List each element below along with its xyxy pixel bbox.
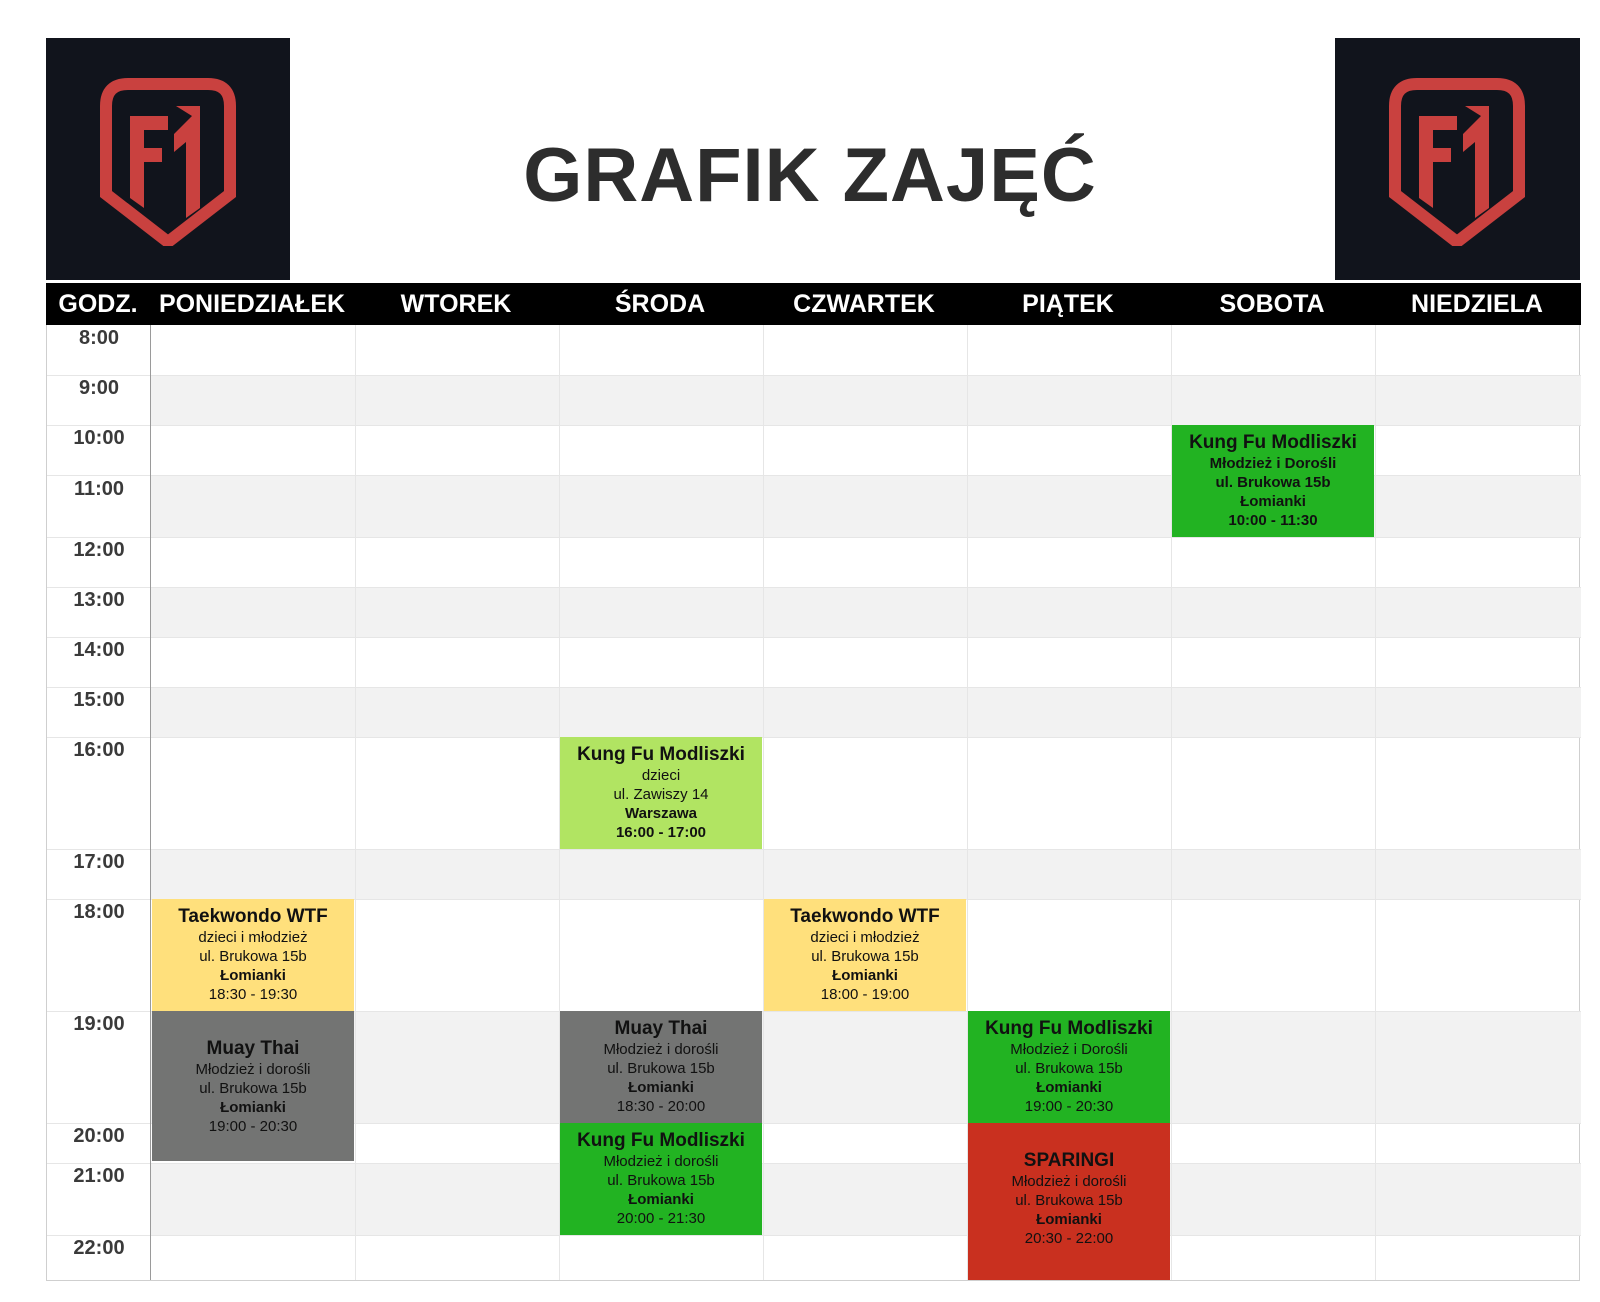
time-label: 21:00 — [73, 1165, 125, 1187]
class-group: Młodzież i dorośli — [195, 1061, 311, 1078]
class-title: Kung Fu Modliszki — [1189, 432, 1357, 453]
time-label: 17:00 — [73, 851, 125, 873]
class-city: Łomianki — [628, 1079, 694, 1096]
class-title: Taekwondo WTF — [178, 906, 328, 927]
time-label: 19:00 — [73, 1013, 125, 1035]
row-divider — [47, 849, 1581, 850]
class-title: Muay Thai — [206, 1038, 300, 1059]
class-city: Warszawa — [625, 805, 697, 822]
time-label: 22:00 — [73, 1237, 125, 1259]
header-day-monday: PONIEDZIAŁEK — [158, 290, 346, 318]
time-label: 15:00 — [73, 689, 125, 711]
class-time: 18:00 - 19:00 — [820, 986, 910, 1003]
time-label: 8:00 — [78, 327, 120, 349]
class-group: Młodzież i dorośli — [603, 1153, 719, 1170]
class-group: dzieci i młodzież — [810, 929, 920, 946]
class-block[interactable] — [968, 1011, 1170, 1123]
class-city: Łomianki — [628, 1191, 694, 1208]
class-block[interactable] — [560, 1011, 762, 1123]
column-divider — [763, 325, 764, 1280]
class-time: 20:00 - 21:30 — [616, 1210, 706, 1227]
time-label: 11:00 — [73, 478, 125, 500]
class-address: ul. Brukowa 15b — [1015, 1060, 1123, 1077]
class-block[interactable] — [560, 737, 762, 849]
class-group: Młodzież i Dorośli — [1010, 1041, 1128, 1058]
page-title: GRAFIK ZAJĘĆ — [523, 133, 1097, 218]
class-address: ul. Zawiszy 14 — [613, 786, 709, 803]
schedule-grid — [46, 325, 1580, 1281]
shield-logo-icon — [96, 76, 240, 246]
time-label: 10:00 — [73, 427, 125, 449]
row-divider — [47, 687, 1581, 688]
class-time: 10:00 - 11:30 — [1228, 512, 1318, 529]
class-title: Taekwondo WTF — [790, 906, 940, 927]
header-day-sunday: NIEDZIELA — [1411, 290, 1543, 318]
shield-logo-icon — [1385, 76, 1529, 246]
logo-left — [46, 38, 290, 280]
class-time: 20:30 - 22:00 — [1024, 1230, 1114, 1247]
row-divider — [47, 1235, 1581, 1236]
row-divider — [47, 537, 1581, 538]
row-band — [151, 687, 1581, 737]
class-city: Łomianki — [220, 1099, 286, 1116]
class-block[interactable] — [764, 899, 966, 1011]
class-time: 18:30 - 20:00 — [616, 1098, 706, 1115]
row-band — [151, 587, 1581, 637]
class-block[interactable] — [1172, 425, 1374, 537]
row-divider — [47, 737, 1581, 738]
logo-right — [1335, 38, 1580, 280]
column-divider — [355, 325, 356, 1280]
row-band — [151, 1163, 1581, 1235]
class-group: dzieci — [641, 767, 681, 784]
header-day-tuesday: WTOREK — [400, 290, 512, 318]
time-label: 9:00 — [78, 377, 120, 399]
row-divider — [47, 637, 1581, 638]
class-title: Kung Fu Modliszki — [577, 744, 745, 765]
time-label: 12:00 — [73, 539, 125, 561]
class-group: dzieci i młodzież — [198, 929, 308, 946]
class-address: ul. Brukowa 15b — [607, 1172, 715, 1189]
class-group: Młodzież i dorośli — [603, 1041, 719, 1058]
row-divider — [47, 375, 1581, 376]
class-address: ul. Brukowa 15b — [811, 948, 919, 965]
header-day-friday: PIĄTEK — [1022, 290, 1114, 318]
class-city: Łomianki — [1036, 1079, 1102, 1096]
class-address: ul. Brukowa 15b — [199, 948, 307, 965]
time-label: 20:00 — [73, 1125, 125, 1147]
class-group: Młodzież i dorośli — [1011, 1173, 1127, 1190]
class-title: SPARINGI — [1023, 1150, 1115, 1171]
class-time: 19:00 - 20:30 — [1024, 1098, 1114, 1115]
class-block[interactable] — [560, 1123, 762, 1235]
class-city: Łomianki — [1036, 1211, 1102, 1228]
schedule-header — [46, 283, 1581, 325]
header-time: GODZ. — [58, 290, 138, 318]
class-address: ul. Brukowa 15b — [1015, 1192, 1123, 1209]
class-address: ul. Brukowa 15b — [607, 1060, 715, 1077]
time-label: 18:00 — [73, 901, 125, 923]
class-block[interactable] — [968, 1123, 1170, 1280]
column-divider — [1375, 325, 1376, 1280]
class-time: 18:30 - 19:30 — [208, 986, 298, 1003]
class-city: Łomianki — [220, 967, 286, 984]
row-band — [151, 1011, 1581, 1123]
row-divider — [47, 1163, 1581, 1164]
row-band — [151, 849, 1581, 899]
header-day-saturday: SOBOTA — [1219, 290, 1325, 318]
class-group: Młodzież i Dorośli — [1209, 455, 1337, 472]
class-block[interactable] — [152, 899, 354, 1011]
header-day-wednesday: ŚRODA — [614, 290, 706, 318]
class-block[interactable] — [152, 1011, 354, 1161]
class-city: Łomianki — [1240, 493, 1306, 510]
class-address: ul. Brukowa 15b — [199, 1080, 307, 1097]
time-label: 14:00 — [73, 639, 125, 661]
header-day-thursday: CZWARTEK — [793, 290, 935, 318]
time-label: 13:00 — [73, 589, 125, 611]
class-time: 16:00 - 17:00 — [615, 824, 707, 841]
class-title: Muay Thai — [614, 1018, 708, 1039]
row-divider — [47, 587, 1581, 588]
class-city: Łomianki — [832, 967, 898, 984]
class-address: ul. Brukowa 15b — [1215, 474, 1331, 491]
class-title: Kung Fu Modliszki — [577, 1130, 745, 1151]
time-label: 16:00 — [73, 739, 125, 761]
row-band — [151, 375, 1581, 425]
class-time: 19:00 - 20:30 — [208, 1118, 298, 1135]
class-title: Kung Fu Modliszki — [985, 1018, 1153, 1039]
